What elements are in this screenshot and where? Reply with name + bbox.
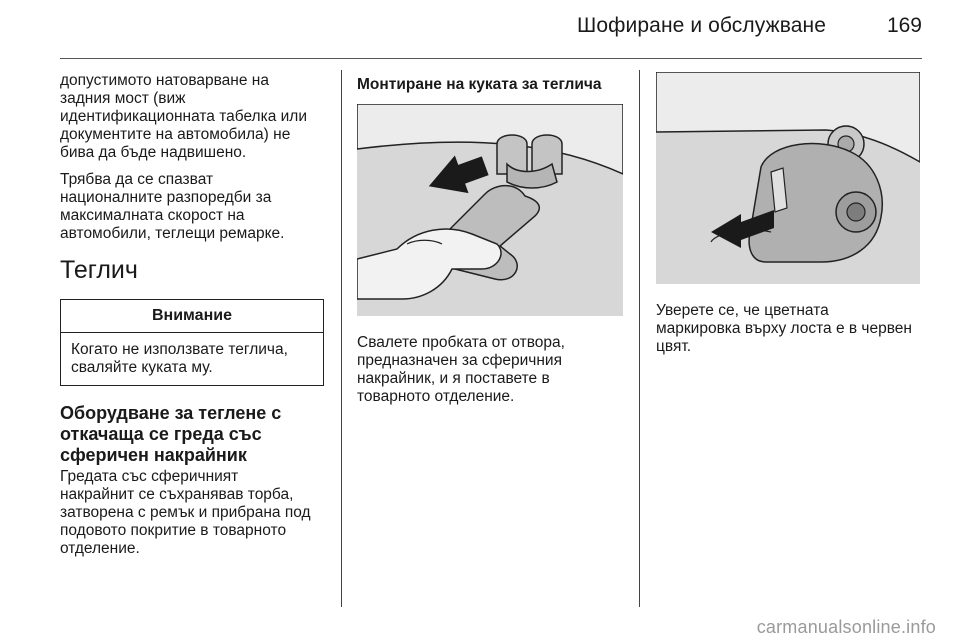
column-1	[60, 72, 328, 567]
warning-text: Когато не използвате теглича, сваляйте куката му.	[71, 341, 288, 376]
page-title: Шофиране и обслужване	[577, 14, 826, 37]
page-number: 169	[886, 14, 922, 37]
warning-box	[60, 299, 324, 386]
warning-title: Внимание	[61, 300, 323, 333]
watermark: carmanualsonline.info	[756, 617, 936, 637]
paragraph: допустимото натоварване на задния мост (виж идентификационната табелка или документите на автомобила) не бива да бъде надвишено.	[60, 72, 308, 161]
column-3	[656, 72, 926, 365]
hand-removing-plug-illustration	[357, 104, 623, 316]
figure-check-marking	[656, 72, 920, 284]
column-2	[357, 72, 627, 415]
paragraph: Трябва да се спазват националните разпоредби за максималната скорост на автомобили, теглещи ремарке.	[60, 171, 285, 242]
paragraph: Уверете се, че цветната маркировка върху лоста е в червен цвят.	[656, 302, 912, 355]
column-divider-1	[341, 70, 342, 607]
section-heading: Теглич	[60, 256, 138, 284]
sub-heading: Оборудване за теглене с откачаща се греда със сферичен накрайник	[60, 403, 282, 465]
column-divider-2	[639, 70, 640, 607]
paragraph: Свалете пробката от отвора, предназначен за сферичния накрайник, и я поставете в товарното отделение.	[357, 334, 565, 405]
figure-heading: Монтиране на куката за теглича	[357, 76, 602, 93]
header-divider	[60, 58, 922, 59]
paragraph: Гредата със сферичният накрайнит се съхранявав торба, затворена с ремък и прибрана под подовото покритие в товарното отделение.	[60, 468, 311, 557]
figure-remove-plug	[357, 104, 623, 316]
tow-hook-marking-illustration	[656, 72, 920, 284]
